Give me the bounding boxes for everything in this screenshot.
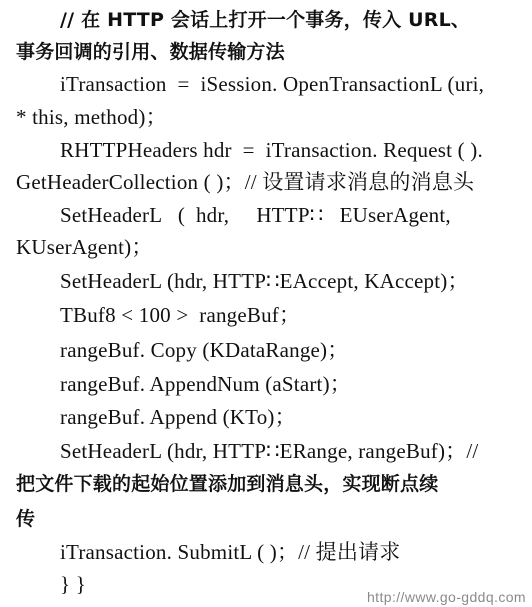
code-line-set-range: SetHeaderL (hdr, HTTP∷ERange, rangeBuf)；// [60, 439, 479, 463]
comment-line-callback: 事务回调的引用、数据传输方法 [16, 41, 285, 63]
comment-line-resume-download-end: 传 [16, 508, 36, 530]
code-line-get-header-collection: GetHeaderCollection ( )；// 设置请求消息的消息头 [16, 170, 475, 194]
code-line-user-agent-value: KUserAgent)； [16, 235, 153, 259]
code-line-open-transaction: iTransaction = iSession. OpenTransactionL (uri, [60, 72, 485, 96]
code-line-submit: iTransaction. SubmitL ( )；// 提出请求 [60, 540, 401, 564]
code-line-closing-braces: } } [60, 572, 87, 596]
code-line-this-method: * this, method)； [16, 105, 167, 129]
code-line-range-append: rangeBuf. Append (KTo)； [60, 405, 296, 429]
code-line-headers: RHTTPHeaders hdr = iTransaction. Request ( ). [60, 138, 483, 162]
comment-line-resume-download: 把文件下载的起始位置添加到消息头，实现断点续 [16, 473, 439, 495]
code-line-range-buf-decl: TBuf8 < 100 > rangeBuf； [60, 303, 301, 327]
code-line-range-copy: rangeBuf. Copy (KDataRange)； [60, 338, 349, 362]
code-line-set-user-agent: SetHeaderL ( hdr, HTTP∷ EUserAgent, [60, 203, 451, 227]
comment-line-open-transaction: // 在 HTTP 会话上打开一个事务，传入 URL、 [60, 9, 471, 31]
code-line-range-append-num: rangeBuf. AppendNum (aStart)； [60, 372, 351, 396]
code-line-set-accept: SetHeaderL (hdr, HTTP∷EAccept, KAccept)； [60, 269, 469, 293]
watermark-url: http://www.go-gddq.com [367, 589, 526, 605]
